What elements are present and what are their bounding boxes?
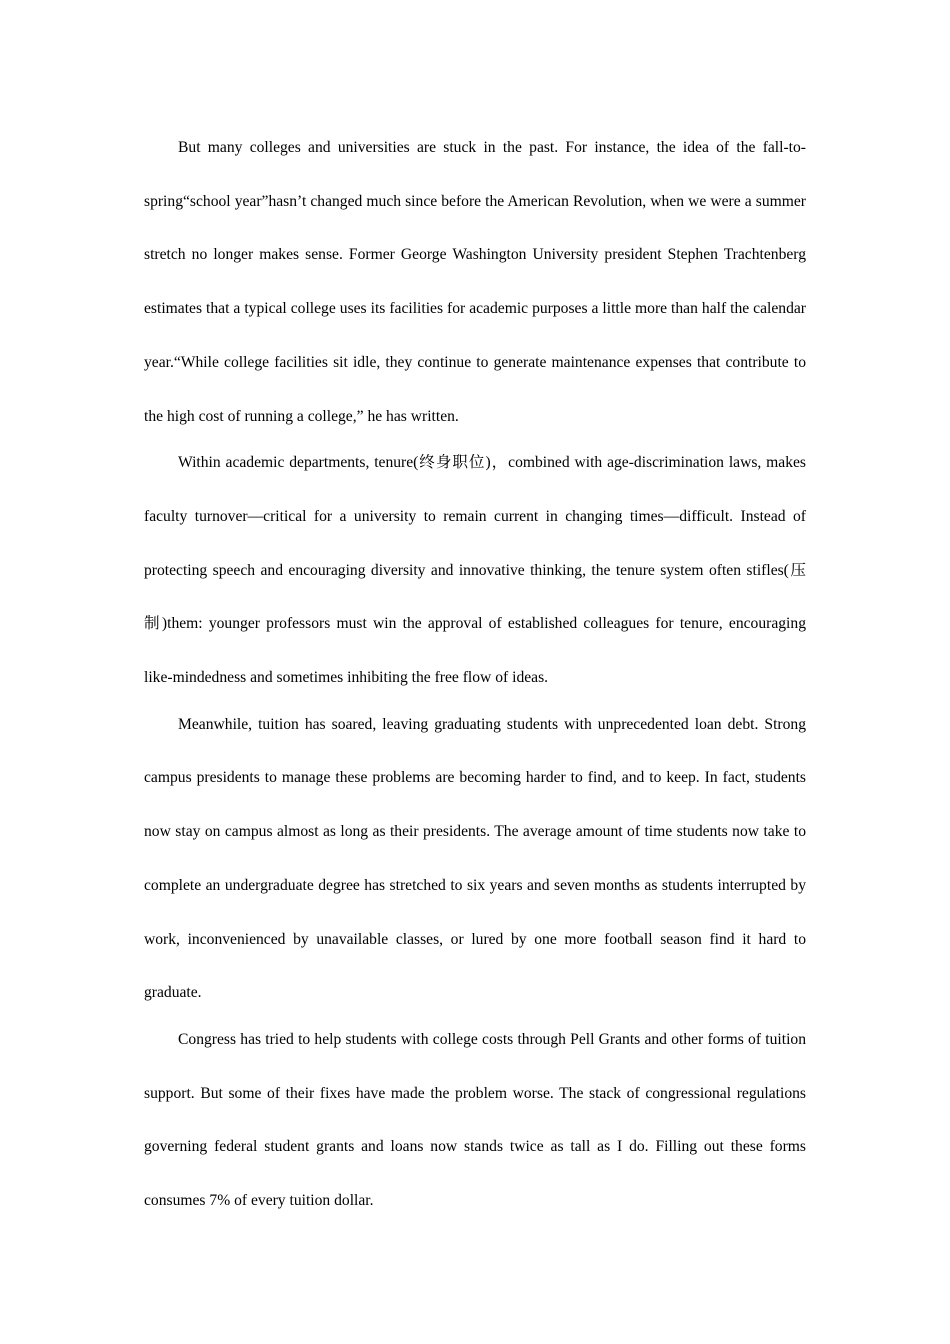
paragraph-4: Congress has tried to help students with college costs through Pell Grants and other forms of tuition support. But some of their fixes have made the problem worse. The stack of congressional regulations governing federal student grants and loans now stands twice as tall as I do. Filling out these forms consumes 7% of every tuition dollar. xyxy=(144,1030,806,1210)
paragraph-2: Within academic departments, tenure(终身职位)，combined with age-discrimination laws, makes faculty turnover—critical for a university to remain current in changing times—difficult. Instead of protecting speech and encouraging diversity and innovative thinking, the tenure system often stifles(压制)them: younger professors must win the approval of established colleagues for tenure, encouraging like-mindedness and sometimes inhibiting the free flow of ideas. xyxy=(144,454,806,687)
paragraph-3: Meanwhile, tuition has soared, leaving graduating students with unprecedented loan debt. Strong campus presidents to manage these problems are becoming harder to find, and to keep. In fact, students now stay on campus almost as long as their presidents. The average amount of time students now take to complete an undergraduate degree has stretched to six years and seven months as students interrupted by work, inconvenienced by unavailable classes, or lured by one more football season find it hard to graduate. xyxy=(144,715,806,1002)
paragraph-1: But many colleges and universities are stuck in the past. For instance, the idea of the fall-to-spring“school year”hasn’t changed much since before the American Revolution, when we were a summer stretch no longer makes sense. Former George Washington University president Stephen Trachtenberg estimates that a typical college uses its facilities for academic purposes a little more than half the calendar year.“While college facilities sit idle, they continue to generate maintenance expenses that contribute to the high cost of running a college,” he has written. xyxy=(144,139,806,425)
document-body xyxy=(144,121,806,1228)
